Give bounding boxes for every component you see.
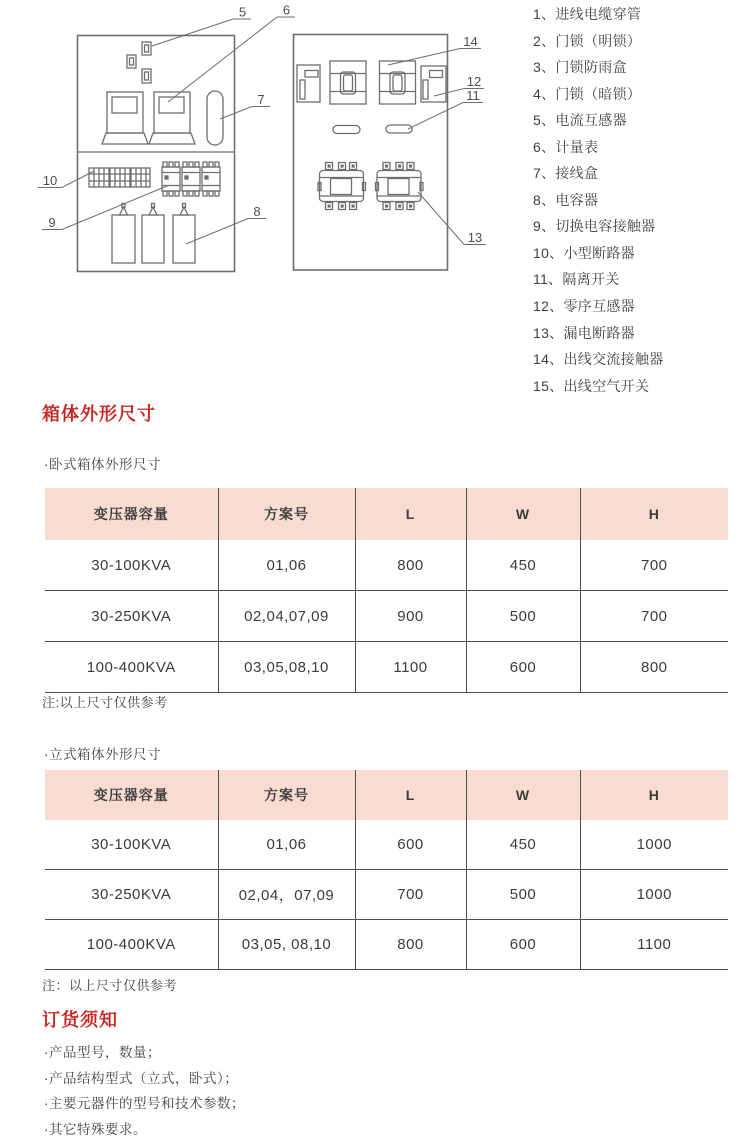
mini-breaker-strip xyxy=(89,168,150,187)
legend-item: 8、电容器 xyxy=(533,191,599,208)
table-cell: 700 xyxy=(580,540,728,591)
left-cabinet xyxy=(78,36,235,272)
legend-item: 3、门锁防雨盒 xyxy=(533,59,627,76)
callout-12: 12 xyxy=(466,74,482,89)
table-cell: 700 xyxy=(355,870,466,920)
zero-sequence-transformers xyxy=(333,125,412,134)
table-header-cell: 方案号 xyxy=(218,770,355,820)
callout-11: 11 xyxy=(466,88,480,103)
legend-item: 15、出线空气开关 xyxy=(533,377,650,394)
table-cell: 02,04,07,09 xyxy=(218,591,355,642)
table-row xyxy=(45,920,728,970)
table-header-cell: H xyxy=(580,770,728,820)
section-title-ordering: 订货须知 xyxy=(42,1010,118,1030)
ordering-notes-list xyxy=(44,1040,245,1142)
table-row xyxy=(45,820,728,870)
table-cell: 100-400KVA xyxy=(45,920,218,970)
callout-numbers xyxy=(43,3,482,246)
legend-item: 12、零序互感器 xyxy=(533,298,635,315)
legend-item: 14、出线交流接触器 xyxy=(533,351,664,368)
legend-item: 2、门锁（明锁） xyxy=(533,32,642,49)
table-cell: 900 xyxy=(355,591,466,642)
table-cell: 1000 xyxy=(580,870,728,920)
table-cell: 1100 xyxy=(355,642,466,693)
isolator-switch-left xyxy=(297,65,320,102)
table-cell: 600 xyxy=(466,920,580,970)
table-header-cell: L xyxy=(355,770,466,820)
table-note: 注：以上尺寸仅供参考 xyxy=(42,978,178,993)
table-cell: 01,06 xyxy=(218,540,355,591)
table-caption-horizontal: ·卧式箱体外形尺寸 xyxy=(44,457,161,472)
molded-case-breaker-right xyxy=(380,61,416,104)
table-header-cell: W xyxy=(466,488,580,540)
legend-item: 1、进线电缆穿管 xyxy=(533,6,642,22)
table-header-cell: H xyxy=(580,488,728,540)
table-header-row xyxy=(45,770,728,820)
table-row xyxy=(45,642,728,693)
legend-item: 9、切换电容接触器 xyxy=(533,218,656,235)
legend-item: 4、门锁（暗锁） xyxy=(533,85,642,102)
cabinet-figure xyxy=(0,0,510,300)
legend-item: 7、接线盒 xyxy=(533,165,599,182)
callout-6: 6 xyxy=(282,2,291,18)
table-cell: 600 xyxy=(466,642,580,693)
callout-10: 10 xyxy=(42,173,58,188)
callout-9: 9 xyxy=(48,215,56,230)
table-cell: 30-100KVA xyxy=(91,836,172,853)
table-cell: 30-250KVA xyxy=(45,591,218,642)
table-header-cell: W xyxy=(466,770,580,820)
component-legend xyxy=(533,1,664,399)
table-cell: 800 xyxy=(355,540,466,591)
callout-leaders xyxy=(38,17,486,245)
table-cell: 700 xyxy=(580,591,728,642)
section-title-dimensions: 箱体外形尺寸 xyxy=(42,404,156,424)
capacitors xyxy=(112,204,195,264)
legend-item: 13、漏电断路器 xyxy=(533,324,635,341)
table-cell: 500 xyxy=(466,870,580,920)
legend-item: 11、隔离开关 xyxy=(533,271,620,288)
right-cabinet xyxy=(294,35,448,271)
ordering-note-item: ·产品型号，数量； xyxy=(44,1045,161,1060)
junction-box xyxy=(207,91,223,145)
outgoing-contactor-left xyxy=(318,163,366,210)
ordering-note-item: ·其它特殊要求。 xyxy=(44,1121,147,1137)
table-header-cell: L xyxy=(355,488,466,540)
table-header-row xyxy=(45,488,728,540)
table-cell: 1000 xyxy=(580,820,728,870)
table-cell: 600 xyxy=(355,820,466,870)
table-cell: 450 xyxy=(466,540,580,591)
table-cell: 800 xyxy=(580,642,728,693)
table-cell: 800 xyxy=(355,920,466,970)
table-header-cell: 方案号 xyxy=(218,488,355,540)
table-cell: 03,05, 08,10 xyxy=(218,920,355,970)
energy-meters xyxy=(102,92,195,144)
table-row xyxy=(45,870,728,920)
callout-14: 14 xyxy=(463,34,478,49)
table-cell: 100-400KVA xyxy=(45,642,218,693)
horizontal-dimensions-table xyxy=(45,488,728,693)
table-cell: 500 xyxy=(466,591,580,642)
table-cell: 1100 xyxy=(580,920,728,970)
table-header-cell: 变压器容量 xyxy=(45,770,218,820)
callout-7: 7 xyxy=(257,92,265,107)
callout-8: 8 xyxy=(253,204,261,219)
outgoing-contactor-right xyxy=(376,163,424,210)
legend-item: 5、电流互感器 xyxy=(533,112,627,129)
ordering-note-item: ·产品结构型式（立式，卧式）； xyxy=(44,1070,239,1086)
table-row xyxy=(45,540,728,591)
table-cell: 30-250KVA xyxy=(45,870,218,920)
capacitor-switching-contactors xyxy=(162,162,220,196)
table-row xyxy=(45,591,728,642)
isolator-switch-right xyxy=(421,66,446,102)
table-cell: 01,06 xyxy=(218,820,355,870)
molded-case-breaker-left xyxy=(330,61,366,104)
table-cell: 450 xyxy=(466,820,580,870)
callout-5: 5 xyxy=(238,4,247,20)
table-cell: 03,05,08,10 xyxy=(218,642,355,693)
legend-item: 6、计量表 xyxy=(533,138,599,155)
current-transformers xyxy=(127,42,151,83)
table-note: 注:以上尺寸仅供参考 xyxy=(42,695,168,710)
table-cell: 30-100KVA xyxy=(91,556,172,574)
callout-13: 13 xyxy=(467,230,483,245)
ordering-note-item: ·主要元器件的型号和技术参数； xyxy=(44,1096,245,1112)
legend-item: 10、小型断路器 xyxy=(533,244,635,261)
table-caption-vertical: ·立式箱体外形尺寸 xyxy=(44,747,161,762)
table-cell: 02,04，07,09 xyxy=(218,870,355,920)
vertical-dimensions-table xyxy=(45,770,728,970)
table-header-cell: 变压器容量 xyxy=(45,488,218,540)
